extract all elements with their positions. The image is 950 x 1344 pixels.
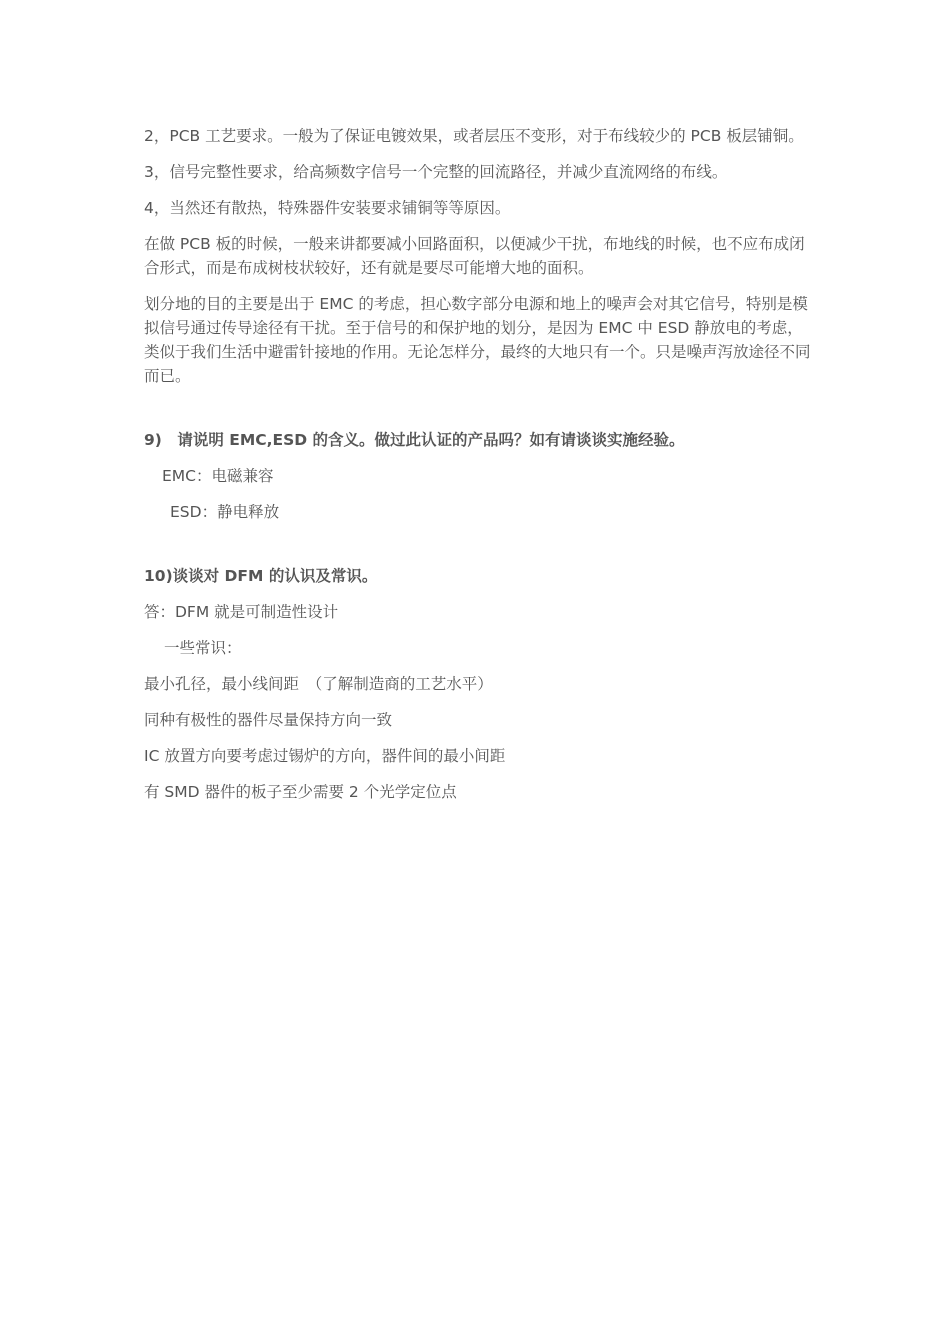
paragraph-pcb-process: 2，PCB 工艺要求。一般为了保证电镀效果，或者层压不变形，对于布线较少的 PCB 板层铺铜。 — [144, 127, 804, 145]
question-10-heading: 10)谈谈对 DFM 的认识及常识。 — [144, 567, 378, 585]
list-item: 最小孔径，最小线间距 （了解制造商的工艺水平） — [144, 675, 493, 693]
common-sense-label: 一些常识： — [164, 639, 242, 657]
document-body — [144, 124, 814, 816]
paragraph-heat-dissipation: 4，当然还有散热，特殊器件安装要求铺铜等等原因。 — [144, 199, 511, 217]
list-item: 有 SMD 器件的板子至少需要 2 个光学定位点 — [144, 783, 457, 801]
question-9-heading: 9) 请说明 EMC,ESD 的含义。做过此认证的产品吗？如有请谈谈实施经验。 — [144, 431, 685, 449]
paragraph-ground-division: 划分地的目的主要是出于 EMC 的考虑，担心数字部分电源和地上的噪声会对其它信号，特别是模拟信号通过传导途径有干扰。至于信号的和保护地的划分，是因为 EMC 中 ESD 静放电的考虑，类似于我们生活中避雷针接地的作用。无论怎样分，最终的大地只有一个。只是噪声泻放途径不同而已。 — [144, 295, 811, 385]
paragraph-signal-integrity: 3，信号完整性要求，给高频数字信号一个完整的回流路径，并减少直流网络的布线。 — [144, 163, 728, 181]
paragraph-loop-area: 在做 PCB 板的时候，一般来讲都要减小回路面积，以便减少干扰，布地线的时候，也不应布成闭合形式，而是布成树枝状较好，还有就是要尽可能增大地的面积。 — [144, 235, 805, 277]
esd-definition: ESD：静电释放 — [170, 503, 280, 521]
emc-definition: EMC：电磁兼容 — [162, 467, 274, 485]
list-item: 同种有极性的器件尽量保持方向一致 — [144, 711, 393, 729]
list-item: IC 放置方向要考虑过锡炉的方向，器件间的最小间距 — [144, 747, 506, 765]
dfm-answer: 答：DFM 就是可制造性设计 — [144, 603, 339, 621]
